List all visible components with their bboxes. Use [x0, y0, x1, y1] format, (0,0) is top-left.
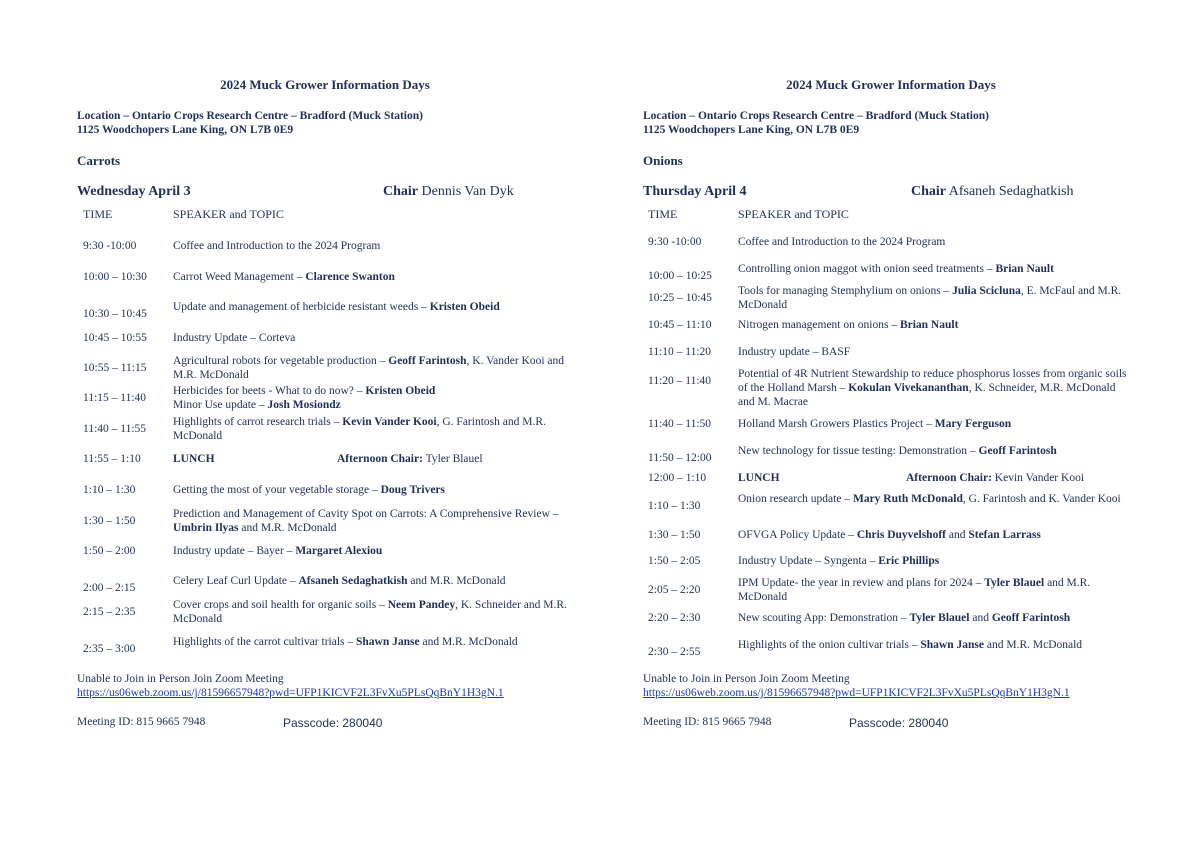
time-cell: 11:40 – 11:50 [648, 418, 712, 430]
chair [911, 184, 1074, 200]
topic-line2 [173, 398, 568, 412]
topic-cell [738, 444, 1128, 458]
time-cell: 10:30 – 10:45 [83, 308, 147, 320]
time-cell: 1:30 – 1:50 [648, 529, 701, 541]
zoom-link[interactable]: https://us06web.zoom.us/j/81596657948?pwd=UFP1KICVF2L3FvXu5PLsQqBnY1H3gN.1 [643, 687, 1070, 699]
time-cell: 10:00 – 10:25 [648, 270, 712, 282]
topic-text: Industry Update – Corteva [173, 332, 296, 344]
speaker-name: Margaret Alexiou [295, 545, 383, 557]
speaker-name-2: Geoff Farintosh [991, 612, 1071, 624]
speaker-name: Kokulan Vivekananthan [848, 382, 969, 394]
chair-name: Afsaneh Sedaghatkish [948, 184, 1074, 199]
topic-cell [173, 598, 568, 626]
topic-text: Update and management of herbicide resistant weeds – [173, 301, 430, 313]
passcode: Passcode: 280040 [849, 716, 949, 730]
co-authors: , K. Vander Kooi and M.R. McDonald [173, 355, 565, 381]
time-cell: 2:05 – 2:20 [648, 584, 701, 596]
time-cell: 2:00 – 2:15 [83, 582, 136, 594]
speaker-name: Kristen Obeid [365, 385, 436, 397]
topic-cell [173, 384, 568, 412]
header-topic: SPEAKER and TOPIC [173, 207, 284, 221]
speaker-name: Neem Pandey [387, 599, 456, 611]
topic-cell [738, 367, 1128, 409]
topic-cell [738, 318, 1128, 332]
co-authors: and M.R. McDonald [419, 636, 518, 648]
topic-cell [173, 270, 568, 284]
chair [383, 184, 514, 200]
speaker-name: Geoff Farintosh [388, 355, 467, 367]
topic-cell [173, 544, 568, 558]
afternoon-chair-name: Kevin Vander Kooi [994, 472, 1085, 484]
speaker-name: Tyler Blauel [984, 577, 1045, 589]
afternoon-chair-name: Tyler Blauel [425, 453, 483, 465]
topic-text: Industry update – Bayer – [173, 545, 296, 557]
time-cell: 10:00 – 10:30 [83, 271, 147, 283]
topic-text: Onion research update – [738, 493, 853, 505]
topic-text: Highlights of carrot research trials – [173, 416, 343, 428]
time-cell: 10:45 – 10:55 [83, 332, 147, 344]
topic-cell [173, 354, 568, 382]
co-authors: and [945, 529, 969, 541]
time-cell: 11:15 – 11:40 [83, 392, 147, 404]
speaker-name: Brian Nault [899, 319, 959, 331]
speaker-name: Tyler Blauel [909, 612, 970, 624]
zoom-info [77, 672, 504, 700]
zoom-label: Unable to Join in Person Join Zoom Meeting [77, 673, 284, 685]
topic-cell [173, 635, 568, 649]
time-cell: 1:50 – 2:00 [83, 545, 136, 557]
topic-cell [738, 611, 1128, 625]
time-cell: 1:50 – 2:05 [648, 555, 701, 567]
speaker-name: Mary Ruth McDonald [852, 493, 963, 505]
time-cell: 1:10 – 1:30 [648, 500, 701, 512]
speaker-name-2: Josh Mosiondz [267, 399, 341, 411]
speaker-name: Shawn Janse [920, 639, 984, 651]
topic-cell [738, 345, 1128, 359]
topic-cell [173, 483, 568, 497]
lunch-label: LUNCH [738, 472, 780, 484]
location [77, 109, 423, 137]
co-authors: , E. McFaul and M.R. McDonald [738, 285, 1122, 311]
speaker-name: Kristen Obeid [429, 301, 500, 313]
topic-text: Herbicides for beets - What to do now? – [173, 385, 366, 397]
time-cell: 11:20 – 11:40 [648, 375, 712, 387]
time-cell: 11:55 – 1:10 [83, 453, 141, 465]
topic-text: IPM Update- the year in review and plans for 2024 – [738, 577, 985, 589]
topic-cell [738, 554, 1128, 568]
topic-text: New scouting App: Demonstration – [738, 612, 910, 624]
meeting-id: Meeting ID: 815 9665 7948 [77, 716, 206, 728]
topic-text: Getting the most of your vegetable storage – [173, 484, 381, 496]
topic-text: OFVGA Policy Update – [738, 529, 857, 541]
chair-name: Dennis Van Dyk [421, 184, 514, 199]
topic-text-2: Minor Use update – [173, 399, 268, 411]
time-cell: 2:20 – 2:30 [648, 612, 701, 624]
location-line1: Location – Ontario Crops Research Centre – Bradford (Muck Station) [643, 110, 989, 122]
time-cell: 12:00 – 1:10 [648, 472, 707, 484]
onions-page [566, 0, 1200, 842]
topic-text: Industry Update – Syngenta – [738, 555, 879, 567]
topic-text: Celery Leaf Curl Update – [173, 575, 299, 587]
speaker-name: Geoff Farintosh [978, 445, 1057, 457]
topic-text: Highlights of the onion cultivar trials – [738, 639, 921, 651]
zoom-info [643, 672, 1070, 700]
lunch-label: LUNCH [173, 453, 215, 465]
afternoon-chair [337, 452, 483, 466]
location-line1: Location – Ontario Crops Research Centre – Bradford (Muck Station) [77, 110, 423, 122]
co-authors: and M.R. McDonald [738, 577, 1091, 603]
topic-cell [173, 331, 568, 345]
speaker-name: Clarence Swanton [305, 271, 395, 283]
speaker-name: Afsaneh Sedaghatkish [298, 575, 408, 587]
speaker-name-2: Stefan Larrass [968, 529, 1041, 541]
co-authors: and [969, 612, 992, 624]
speaker-name: Kevin Vander Kooi [342, 416, 437, 428]
meeting-id: Meeting ID: 815 9665 7948 [643, 716, 772, 728]
topic-cell [738, 262, 1128, 276]
time-cell: 9:30 -10:00 [83, 240, 137, 252]
co-authors: and M.R. McDonald [983, 639, 1083, 651]
time-cell: 2:30 – 2:55 [648, 646, 701, 658]
time-cell: 10:25 – 10:45 [648, 292, 712, 304]
co-authors: , G. Farintosh and M.R. McDonald [173, 416, 546, 442]
speaker-name: Brian Nault [995, 263, 1054, 275]
afternoon-chair-label: Afternoon Chair: [337, 453, 423, 465]
location-line2: 1125 Woodchopers Lane King, ON L7B 0E9 [77, 124, 294, 136]
time-cell: 2:15 – 2:35 [83, 606, 136, 618]
topic-cell [738, 235, 1128, 249]
topic-cell [738, 528, 1128, 542]
topic-text: Holland Marsh Growers Plastics Project – [738, 418, 935, 430]
day-heading: Wednesday April 3 [77, 184, 191, 199]
co-authors: and M.R. McDonald [407, 575, 506, 587]
afternoon-chair [906, 471, 1084, 485]
topic-cell [738, 417, 1128, 431]
topic-cell [738, 576, 1128, 604]
section-title: Carrots [77, 153, 121, 168]
afternoon-chair-label: Afternoon Chair: [906, 472, 992, 484]
speaker-name: Mary Ferguson [934, 418, 1012, 430]
speaker-name: Doug Trivers [380, 484, 446, 496]
topic-text: Carrot Weed Management – [173, 271, 306, 283]
speaker-name: Eric Phillips [878, 555, 940, 567]
topic-cell [738, 638, 1128, 652]
time-cell: 9:30 -10:00 [648, 236, 702, 248]
time-cell: 11:40 – 11:55 [83, 423, 147, 435]
day-heading: Thursday April 4 [643, 184, 747, 199]
topic-cell [173, 239, 568, 253]
time-cell: 11:50 – 12:00 [648, 452, 712, 464]
co-authors: , K. Schneider and M.R. McDonald [173, 599, 567, 625]
time-cell: 1:10 – 1:30 [83, 484, 136, 496]
co-authors: and M.R. McDonald [238, 522, 337, 534]
header-time: TIME [83, 207, 113, 221]
page-title: 2024 Muck Grower Information Days [220, 77, 430, 92]
speaker-name: Chris Duyvelshoff [856, 529, 946, 541]
topic-text: Agricultural robots for vegetable production – [173, 355, 389, 367]
topic-text: New technology for tissue testing: Demonstration – [738, 445, 979, 457]
time-cell: 10:45 – 11:10 [648, 319, 712, 331]
topic-cell [738, 284, 1128, 312]
topic-text: Potential of 4R Nutrient Stewardship to reduce phosphorus losses from organic soils of the Holland Marsh – [738, 368, 1127, 394]
zoom-label: Unable to Join in Person Join Zoom Meeting [643, 673, 850, 685]
co-authors: , G. Farintosh and K. Vander Kooi [962, 493, 1121, 505]
topic-cell [173, 507, 568, 535]
zoom-link[interactable]: https://us06web.zoom.us/j/81596657948?pwd=UFP1KICVF2L3FvXu5PLsQqBnY1H3gN.1 [77, 687, 504, 699]
topic-cell [173, 574, 568, 588]
chair-label: Chair [383, 184, 418, 199]
topic-cell [173, 300, 568, 314]
time-cell: 1:30 – 1:50 [83, 515, 136, 527]
topic-text: Highlights of the carrot cultivar trials – [173, 636, 356, 648]
section-title: Onions [643, 153, 683, 168]
speaker-name: Shawn Janse [356, 636, 420, 648]
topic-text: Industry update – BASF [738, 346, 851, 358]
chair-label: Chair [911, 184, 946, 199]
header-time: TIME [648, 207, 678, 221]
location-line2: 1125 Woodchopers Lane King, ON L7B 0E9 [643, 124, 860, 136]
page-title: 2024 Muck Grower Information Days [786, 77, 996, 92]
topic-text: Nitrogen management on onions – [738, 319, 900, 331]
topic-text: Controlling onion maggot with onion seed treatments – [738, 263, 996, 275]
time-cell: 2:35 – 3:00 [83, 643, 136, 655]
time-cell: 11:10 – 11:20 [648, 346, 712, 358]
topic-text: Coffee and Introduction to the 2024 Program [173, 240, 381, 252]
header-topic: SPEAKER and TOPIC [738, 207, 849, 221]
topic-text: Prediction and Management of Cavity Spot on Carrots: A Comprehensive Review – [173, 508, 559, 520]
location [643, 109, 989, 137]
topic-text: Tools for managing Stemphylium on onions – [738, 285, 953, 297]
speaker-name: Umbrin Ilyas [173, 522, 239, 534]
speaker-name: Julia Scicluna [952, 285, 1021, 297]
topic-text: Cover crops and soil health for organic soils – [173, 599, 388, 611]
topic-cell [738, 492, 1128, 506]
topic-cell [173, 415, 568, 443]
co-authors: , K. Schneider, M.R. McDonald and M. Macrae [738, 382, 1116, 408]
topic-text: Coffee and Introduction to the 2024 Program [738, 236, 946, 248]
passcode: Passcode: 280040 [283, 716, 383, 730]
time-cell: 10:55 – 11:15 [83, 362, 147, 374]
